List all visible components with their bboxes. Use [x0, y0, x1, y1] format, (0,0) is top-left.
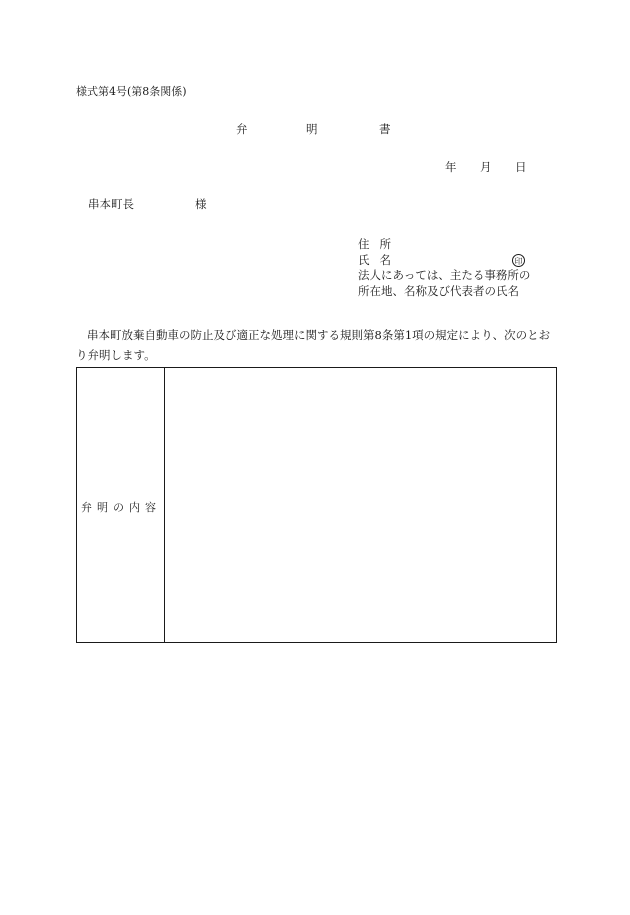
- document-title: [0, 124, 630, 138]
- name-label-char-2: 名: [379, 252, 391, 267]
- title-char-2: 明: [306, 122, 318, 136]
- declaration-text: 串本町放棄自動車の防止及び適正な処理に関する規則第8条第1項の規定により、次のとおり弁明します。: [76, 328, 551, 362]
- corporate-note-line-1: 法人にあっては、主たる事務所の: [358, 268, 531, 282]
- addressee-honorific: 様: [195, 197, 207, 211]
- title-char-3: 書: [379, 122, 391, 136]
- date-year-label: 年: [445, 160, 457, 174]
- name-label-char-1: 氏: [358, 252, 370, 267]
- explanation-label-cell: [77, 368, 165, 642]
- corporate-note-line-2: 所在地、名称及び代表者の氏名: [358, 283, 519, 298]
- explanation-table: [76, 367, 557, 643]
- date-month-label: 月: [480, 160, 492, 174]
- address-label-char-1: 住: [358, 237, 370, 251]
- date-line: [0, 162, 630, 176]
- explanation-content-field[interactable]: [165, 368, 556, 642]
- address-label-char-2: 所: [379, 237, 391, 251]
- form-number: 様式第4号(第8条関係): [76, 85, 187, 98]
- applicant-block: [358, 239, 558, 301]
- explanation-label: 弁明の内容: [81, 501, 161, 514]
- addressee-name: 串本町長: [88, 197, 134, 211]
- seal-icon: 印: [512, 254, 525, 267]
- date-day-label: 日: [515, 160, 527, 174]
- title-char-1: 弁: [236, 122, 248, 136]
